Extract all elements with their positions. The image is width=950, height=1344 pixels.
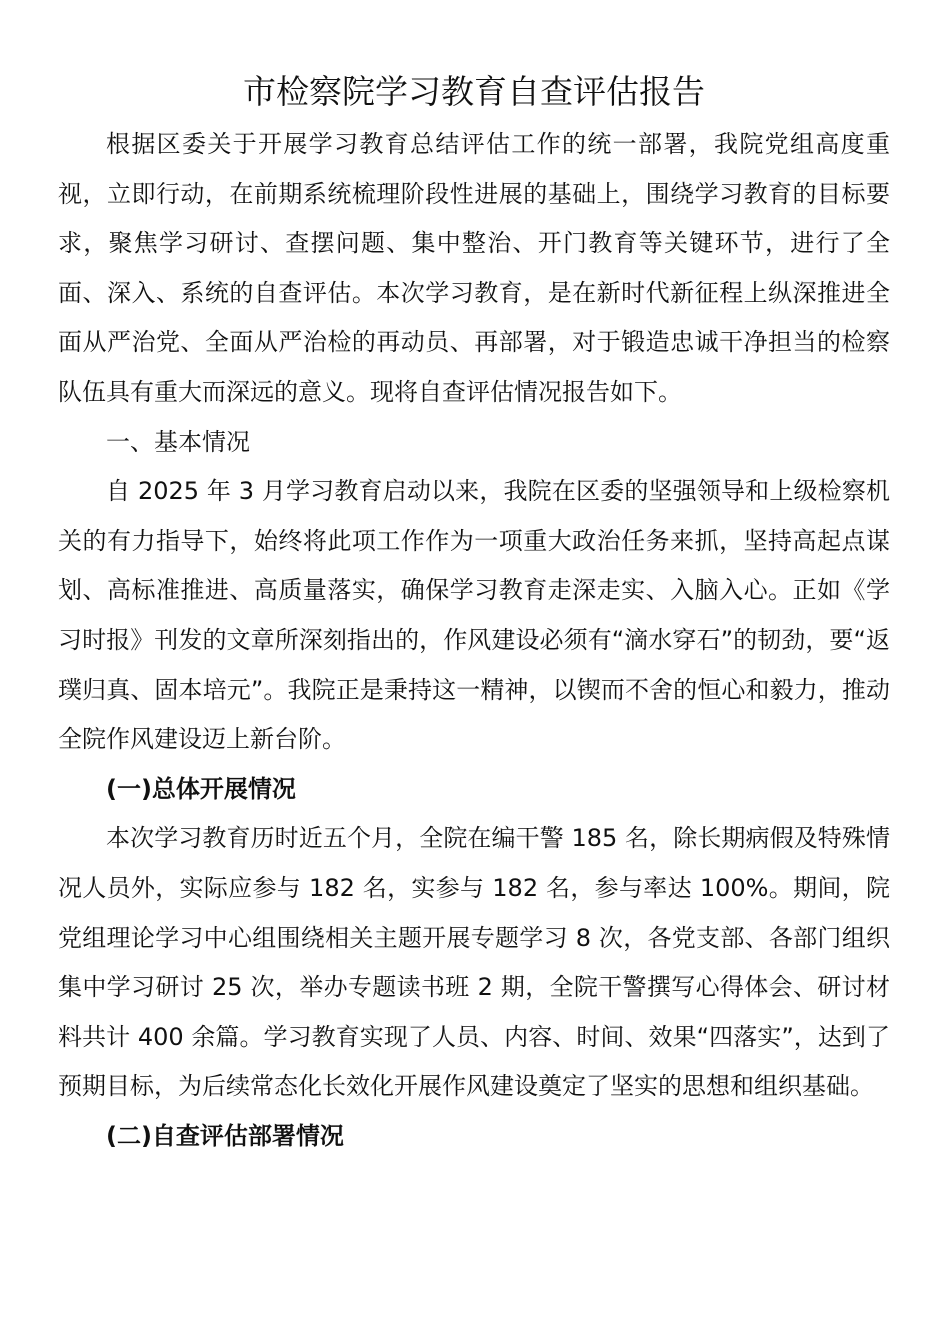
- subsection-heading-overall: (一)总体开展情况: [106, 774, 296, 803]
- document-page: [58, 64, 890, 1161]
- intro-paragraph: 根据区委关于开展学习教育总结评估工作的统一部署，我院党组高度重视，立即行动，在前期系统梳理阶段性进展的基础上，围绕学习教育的目标要求，聚焦学习研讨、查摆问题、集中整治、开门教育等关键环节，进行了全面、深入、系统的自查评估。本次学习教育，是在新时代新征程上纵深推进全面从严治党、全面从严治检的再动员、再部署，对于锻造忠诚干净担当的检察队伍具有重大而深远的意义。现将自查评估情况报告如下。: [58, 130, 890, 406]
- document-title: 市检察院学习教育自查评估报告: [243, 72, 705, 111]
- section-heading-basic-situation: 一、基本情况: [106, 427, 250, 456]
- overall-situation-paragraph: 本次学习教育历时近五个月，全院在编干警 185 名，除长期病假及特殊情况人员外，实际应参与 182 名，实参与 182 名，参与率达 100%。期间，院党组理论学习中心组围绕相关主题开展专题学习 8 次，各党支部、各部门组织集中学习研讨 25 次，举办专题读书班 2 期，全院干警撰写心得体会、研讨材料共计 400 余篇。学习教育实现了人员、内容、时间、效果“四落实”，达到了预期目标，为后续常态化长效化开展作风建设奠定了坚实的思想和组织基础。: [58, 824, 890, 1101]
- basic-situation-paragraph: 自 2025 年 3 月学习教育启动以来，我院在区委的坚强领导和上级检察机关的有力指导下，始终将此项工作作为一项重大政治任务来抓，坚持高起点谋划、高标准推进、高质量落实，确保学习教育走深走实、入脑入心。正如《学习时报》刊发的文章所深刻指出的，作风建设必须有“滴水穿石”的韧劲，要“返璞归真、固本培元”。我院正是秉持这一精神，以锲而不舍的恒心和毅力，推动全院作风建设迈上新台阶。: [58, 477, 890, 754]
- subsection-heading-deployment: (二)自查评估部署情况: [106, 1121, 344, 1150]
